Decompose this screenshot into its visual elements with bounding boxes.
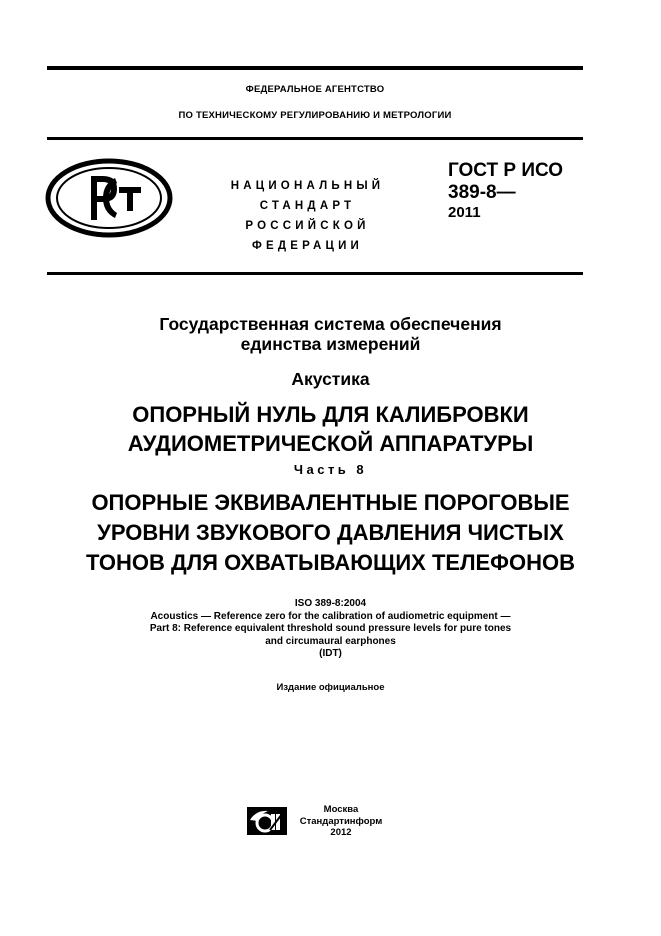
part-title-line: ОПОРНЫЕ ЭКВИВАЛЕНТНЫЕ ПОРОГОВЫЕ xyxy=(91,490,570,515)
agency-name-line2: ПО ТЕХНИЧЕСКОМУ РЕГУЛИРОВАНИЮ И МЕТРОЛОГИИ xyxy=(178,110,452,121)
publisher-year: 2012 xyxy=(330,827,352,838)
part-title xyxy=(0,488,661,578)
standard-designation xyxy=(448,160,563,222)
national-standard-line: СТАНДАРТ xyxy=(259,200,356,212)
agency-name-line1: ФЕДЕРАЛЬНОЕ АГЕНТСТВО xyxy=(245,84,385,95)
designation-line2: 389-8— xyxy=(448,182,516,203)
national-standard-line: ФЕДЕРАЦИИ xyxy=(251,240,364,252)
national-standard-line: РОССИЙСКОЙ xyxy=(245,220,370,232)
designation-line1: ГОСТ Р ИСО xyxy=(448,160,564,181)
iso-equivalence: (IDT) xyxy=(319,648,342,659)
standartinform-logo-icon xyxy=(246,806,288,841)
publisher-city: Москва xyxy=(323,804,359,815)
general-title xyxy=(0,400,661,458)
iso-title-line: Part 8: Reference equivalent threshold sound pressure levels for pure tones xyxy=(149,623,512,634)
iso-title-line: Acoustics — Reference zero for the calibration of audiometric equipment — xyxy=(150,610,511,622)
edition-label: Издание официальное xyxy=(276,682,385,693)
iso-reference xyxy=(0,598,661,661)
part-title-line: ТОНОВ ДЛЯ ОХВАТЫВАЮЩИХ ТЕЛЕФОНОВ xyxy=(86,550,575,575)
top-rule xyxy=(47,66,583,70)
general-title-line: АУДИОМЕТРИЧЕСКОЙ АППАРАТУРЫ xyxy=(127,431,534,456)
iso-title-line: and circumaural earphones xyxy=(265,635,396,647)
national-standard-line: НАЦИОНАЛЬНЫЙ xyxy=(230,180,385,192)
publisher-name: Стандартинформ xyxy=(299,815,383,827)
system-title-line: единства измерений xyxy=(240,334,421,354)
title-rule xyxy=(47,272,583,275)
group-title: Акустика xyxy=(291,369,370,389)
national-standard-label xyxy=(205,176,410,256)
rst-emblem-icon xyxy=(45,158,173,243)
general-title-line: ОПОРНЫЙ НУЛЬ ДЛЯ КАЛИБРОВКИ xyxy=(132,402,529,427)
part-title-line: УРОВНИ ЗВУКОВОГО ДАВЛЕНИЯ ЧИСТЫХ xyxy=(97,520,564,545)
part-number: Часть 8 xyxy=(293,462,368,477)
designation-year: 2011 xyxy=(448,204,481,221)
iso-number: ISO 389-8:2004 xyxy=(294,598,367,609)
system-title-line: Государственная система обеспечения xyxy=(159,314,502,334)
header-rule xyxy=(47,137,583,140)
system-title xyxy=(0,314,661,354)
publisher-info xyxy=(296,804,386,839)
